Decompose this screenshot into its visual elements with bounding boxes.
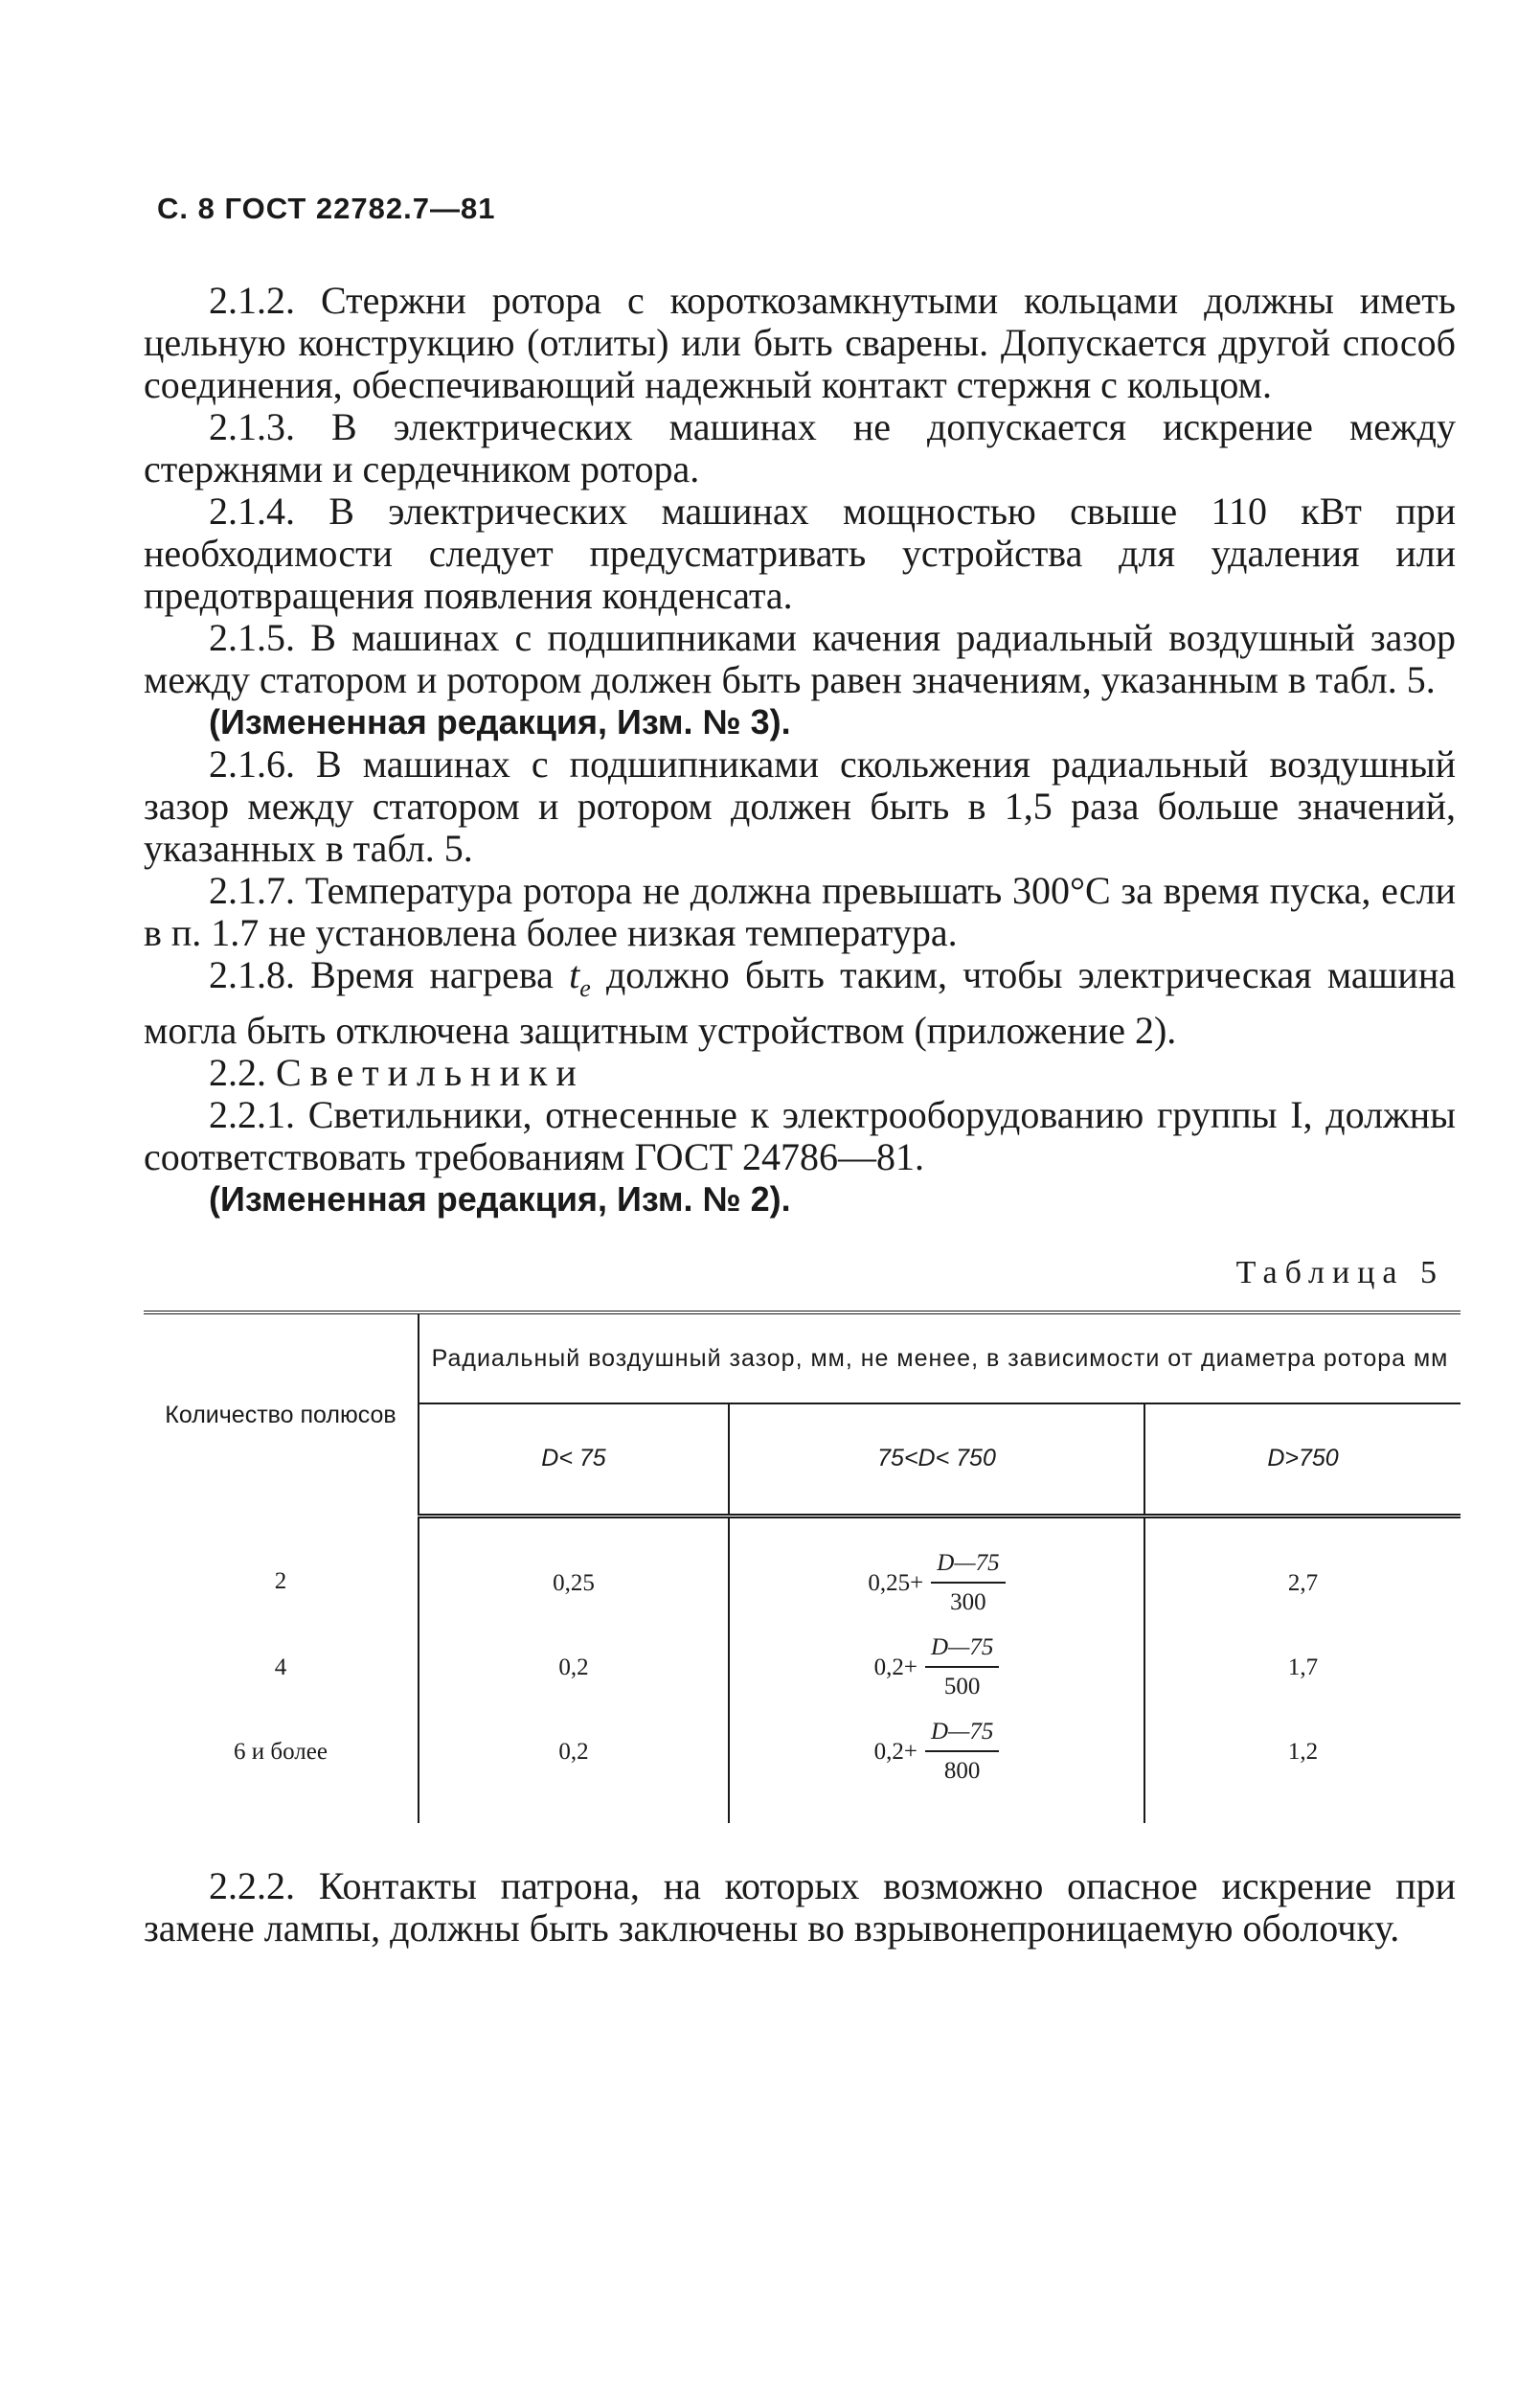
paragraph-2-1-6: 2.1.6. В машинах с подшипниками скольжения радиальный воздушный зазор между статором и ротором должен быть в 1,5 раза больше значений, указанных в табл. 5. (144, 742, 1456, 870)
table-row (144, 1710, 1461, 1823)
table-row (144, 1626, 1461, 1710)
formula-fraction (931, 1547, 1005, 1620)
paragraph-2-1-5: 2.1.5. В машинах с подшипниками качения радиальный воздушный зазор между статором и ротором должен быть равен значениям, указанным в табл. 5. (144, 616, 1456, 701)
section-2-2-heading (144, 1052, 1456, 1094)
heating-time-variable: t (569, 953, 580, 996)
paragraph-2-1-8 (144, 954, 1456, 1052)
paragraph-2-1-2: 2.1.2. Стержни ротора с короткозамкнутыми кольцами должны иметь цельную конструкцию (отлиты) или быть сварены. Допускается другой способ соединения, обеспечивающий надежный контакт стержня с кольцом. (144, 279, 1456, 406)
gap-small-cell: 0,25 (553, 1569, 595, 1596)
gap-small-cell: 0,2 (558, 1738, 589, 1765)
amendment-note-3: (Измененная редакция, Изм. № 3). (209, 702, 791, 741)
fraction-denominator: 800 (943, 1757, 981, 1784)
gap-formula (868, 1547, 1005, 1620)
paragraph-2-1-4: 2.1.4. В электрических машинах мощностью свыше 110 кВт при необходимости следует предусматривать устройства для удаления или предотвращения появления конденсата. (144, 490, 1456, 617)
fraction-numerator: D—75 (931, 1547, 1005, 1584)
table-row (144, 1516, 1461, 1626)
fraction-denominator: 500 (943, 1673, 981, 1699)
gap-mid-cell (729, 1710, 1144, 1823)
section-number: 2.2. (209, 1051, 266, 1094)
fraction-denominator: 300 (950, 1588, 986, 1615)
poles-cell: 2 (144, 1516, 419, 1626)
poles-cell: 4 (144, 1626, 419, 1710)
table-caption: Таблица 5 (1235, 1255, 1444, 1290)
gap-large-cell: 2,7 (1287, 1569, 1319, 1596)
air-gap-group-header: Радиальный воздушный зазор, мм, не менее, в зависимости от диаметра ротора мм (419, 1312, 1461, 1403)
poles-column-header: Количество полюсов (144, 1312, 419, 1516)
paragraph-2-1-8-start: 2.1.8. Время нагрева (209, 953, 570, 996)
formula-fraction (925, 1631, 999, 1704)
formula-base: 0,2+ (873, 1654, 918, 1680)
gap-formula (874, 1716, 1000, 1789)
gap-mid-cell (729, 1516, 1144, 1626)
paragraph-2-1-7: 2.1.7. Температура ротора не должна превышать 300°С за время пуска, если в п. 1.7 не установлена более низкая температура. (144, 869, 1456, 954)
subheader-small-diameter: D< 75 (419, 1403, 729, 1516)
gap-formula (874, 1631, 1000, 1704)
fraction-numerator: D—75 (925, 1631, 999, 1668)
paragraph-2-1-3: 2.1.3. В электрических машинах не допускается искрение между стержнями и сердечником ротора. (144, 405, 1456, 490)
formula-base: 0,2+ (873, 1738, 918, 1765)
paragraph-2-2-1: 2.2.1. Светильники, отнесенные к электрооборудованию группы I, должны соответствовать требованиям ГОСТ 24786—81. (144, 1093, 1456, 1178)
subheader-large-diameter: D>750 (1144, 1403, 1461, 1516)
heating-time-subscript: e (579, 974, 591, 1002)
air-gap-table (144, 1311, 1461, 1823)
document-page (144, 192, 1456, 1950)
gap-small-cell: 0,2 (558, 1654, 589, 1680)
paragraph-2-1-8-end: должно быть таким, чтобы электрическая машина могла быть отключена защитным устройством (приложение 2). (144, 953, 1456, 1052)
section-title: Светильники (276, 1051, 585, 1094)
formula-fraction (925, 1716, 999, 1789)
gap-mid-cell (729, 1626, 1144, 1710)
gap-large-cell: 1,2 (1287, 1738, 1319, 1765)
poles-cell: 6 и более (144, 1710, 419, 1823)
page-header: С. 8 ГОСТ 22782.7—81 (157, 192, 496, 225)
amendment-note-2: (Измененная редакция, Изм. № 2). (209, 1179, 791, 1219)
formula-base: 0,25+ (868, 1569, 924, 1596)
table-header-row (144, 1312, 1461, 1403)
gap-large-cell: 1,7 (1287, 1654, 1319, 1680)
subheader-mid-diameter: 75<D< 750 (729, 1403, 1144, 1516)
paragraph-2-2-2: 2.2.2. Контакты патрона, на которых возможно опасное искрение при замене лампы, должны быть заключены во взрывонепроницаемую оболочку. (144, 1863, 1456, 1950)
fraction-numerator: D—75 (925, 1716, 999, 1752)
